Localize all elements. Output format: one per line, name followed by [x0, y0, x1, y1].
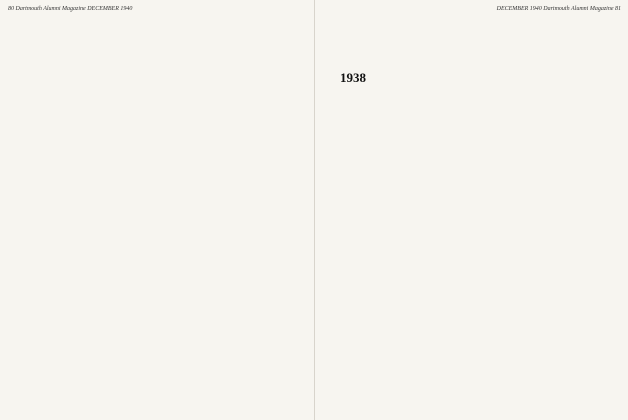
text-column-1 — [8, 18, 102, 412]
text-column-4 — [322, 18, 416, 412]
text-column-6 — [526, 18, 620, 412]
right-running-head: DECEMBER 1940 Dartmouth Alumni Magazine 81 — [496, 6, 621, 12]
text-column-2 — [110, 18, 204, 412]
text-column-5 — [424, 18, 518, 412]
text-column-3 — [212, 18, 306, 412]
class-year-heading: 1938 — [340, 70, 366, 85]
left-running-head: 80 Dartmouth Alumni Magazine DECEMBER 1940 — [8, 6, 133, 12]
